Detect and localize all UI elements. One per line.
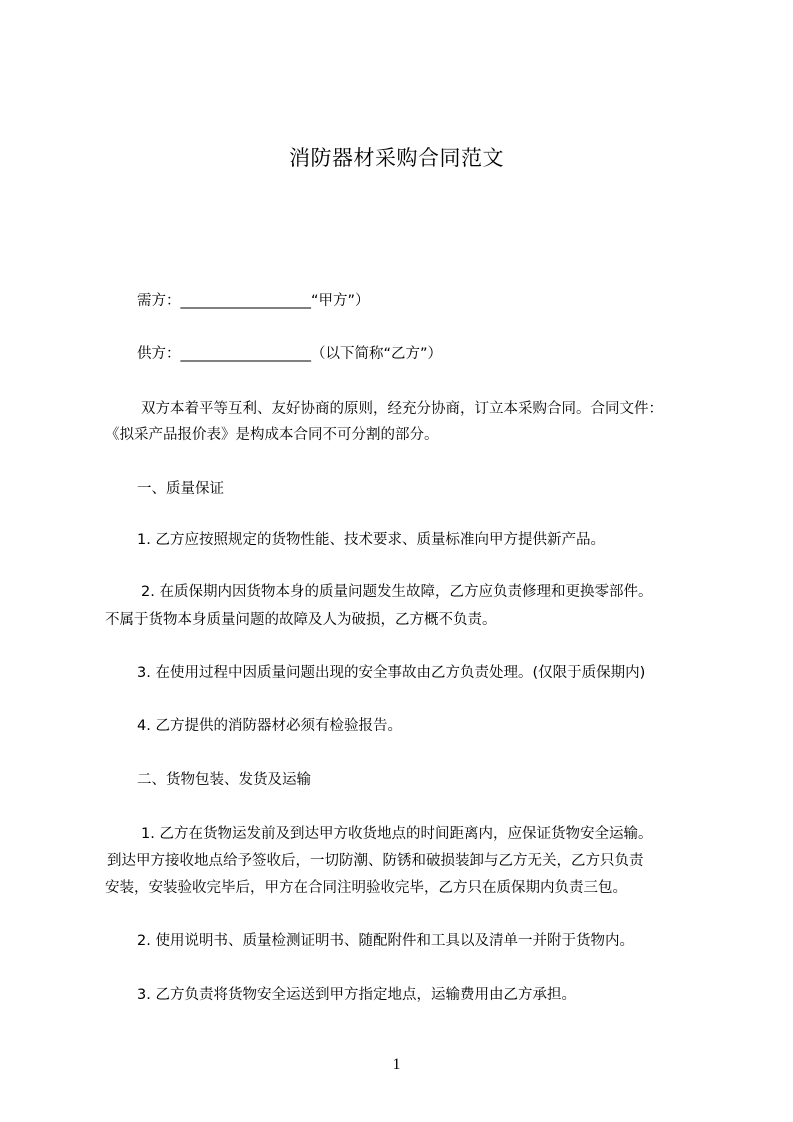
party-a-blank: __________________ <box>180 293 311 309</box>
page-number: 1 <box>392 1056 401 1073</box>
party-b-blank: __________________ <box>180 346 311 362</box>
party-b-suffix: （以下简称“乙方”） <box>311 346 443 362</box>
section-2-heading: 二、货物包装、发货及运输 <box>137 772 311 788</box>
section-1-item-2-line-2: 不属于货物本身质量问题的故障及人为破损，乙方概不负责。 <box>105 612 497 628</box>
section-2-item-2: 2. 使用说明书、质量检测证明书、随配附件和工具以及清单一并附于货物内。 <box>137 933 634 949</box>
section-2-item-3: 3. 乙方负责将货物安全运送到甲方指定地点，运输费用由乙方承担。 <box>137 987 576 1003</box>
section-2-item-1-line-3: 安装，安装验收完毕后，甲方在合同注明验收完毕，乙方只在质保期内负责三包。 <box>105 880 627 896</box>
section-1-item-2-line-1: 2. 在质保期内因货物本身的质量问题发生故障，乙方应负责修理和更换零部件。 <box>141 584 653 600</box>
party-a-label: 需方： <box>137 293 181 309</box>
section-2-item-1-line-1: 1. 乙方在货物运发前及到达甲方收货地点的时间距离内，应保证货物安全运输。 <box>141 826 653 842</box>
intro-line-2: 《拟采产品报价表》是构成本合同不可分割的部分。 <box>105 427 439 443</box>
section-1-item-3: 3. 在使用过程中因质量问题出现的安全事故由乙方负责处理。(仅限于质保期内) <box>137 665 646 681</box>
section-1-item-1: 1. 乙方应按照规定的货物性能、技术要求、质量标准向甲方提供新产品。 <box>137 532 605 548</box>
section-1-heading: 一、质量保证 <box>137 481 224 497</box>
section-1-item-4: 4. 乙方提供的消防器材必须有检验报告。 <box>137 718 402 734</box>
party-a-line <box>137 291 370 311</box>
party-a-suffix: “甲方”） <box>311 293 370 309</box>
intro-line-1: 双方本着平等互利、友好协商的原则，经充分协商，订立本采购合同。合同文件： <box>141 401 663 417</box>
party-b-label: 供方： <box>137 346 181 362</box>
section-2-item-1-line-2: 到达甲方接收地点给予签收后，一切防潮、防锈和破损装卸与乙方无关，乙方只负责 <box>107 853 644 869</box>
party-b-line <box>137 344 442 364</box>
document-title: 消防器材采购合同范文 <box>289 146 504 170</box>
